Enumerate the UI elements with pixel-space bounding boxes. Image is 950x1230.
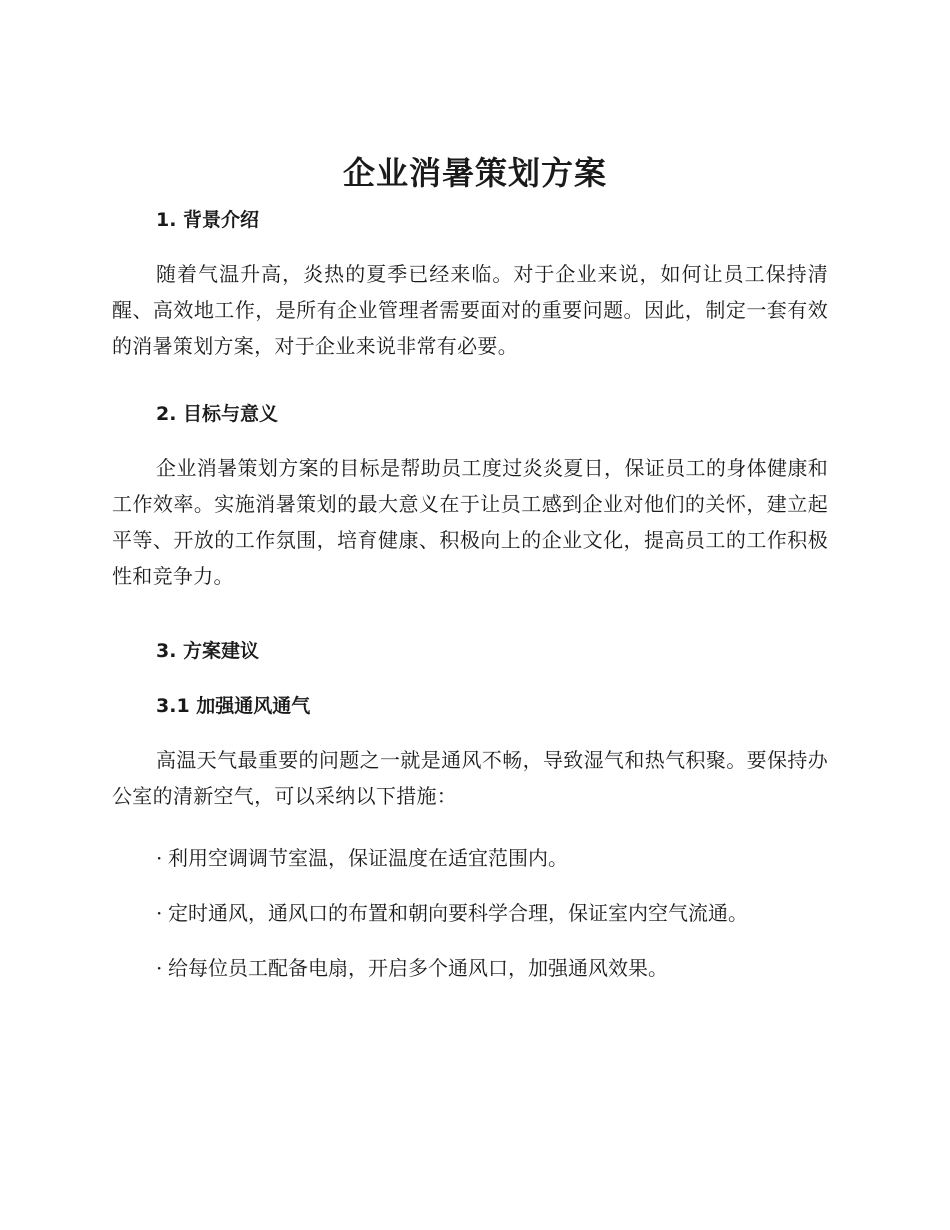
subsection-paragraph-ventilation: 高温天气最重要的问题之一就是通风不畅，导致湿气和热气积聚。要保持办公室的清新空气，可以采纳以下措施：	[112, 748, 828, 808]
list-item	[156, 953, 836, 983]
document-title: 企业消暑策划方案	[342, 154, 607, 192]
bullet-marker: ·	[156, 901, 163, 925]
section-heading-background: 1. 背景介绍	[156, 209, 260, 231]
list-item-text: 定时通风，通风口的布置和朝向要科学合理，保证室内空气流通。	[168, 901, 748, 925]
section-heading-goals: 2. 目标与意义	[156, 403, 279, 425]
list-item-text: 利用空调调节室温，保证温度在适宜范围内。	[168, 846, 568, 870]
list-item-text: 给每位员工配备电扇，开启多个通风口，加强通风效果。	[168, 956, 668, 980]
list-item	[156, 898, 836, 928]
list-item	[156, 843, 836, 873]
bullet-marker: ·	[156, 956, 163, 980]
section-paragraph-goals: 企业消暑策划方案的目标是帮助员工度过炎炎夏日，保证员工的身体健康和工作效率。实施消暑策划的最大意义在于让员工感到企业对他们的关怀，建立起平等、开放的工作氛围，培育健康、积极向上的企业文化，提高员工的工作积极性和竞争力。	[112, 456, 828, 588]
section-heading-proposals: 3. 方案建议	[156, 640, 260, 662]
section-paragraph-background: 随着气温升高，炎热的夏季已经来临。对于企业来说，如何让员工保持清醒、高效地工作，是所有企业管理者需要面对的重要问题。因此，制定一套有效的消暑策划方案，对于企业来说非常有必要。	[112, 262, 828, 358]
subsection-heading-ventilation: 3.1 加强通风通气	[156, 695, 311, 717]
bullet-marker: ·	[156, 846, 163, 870]
